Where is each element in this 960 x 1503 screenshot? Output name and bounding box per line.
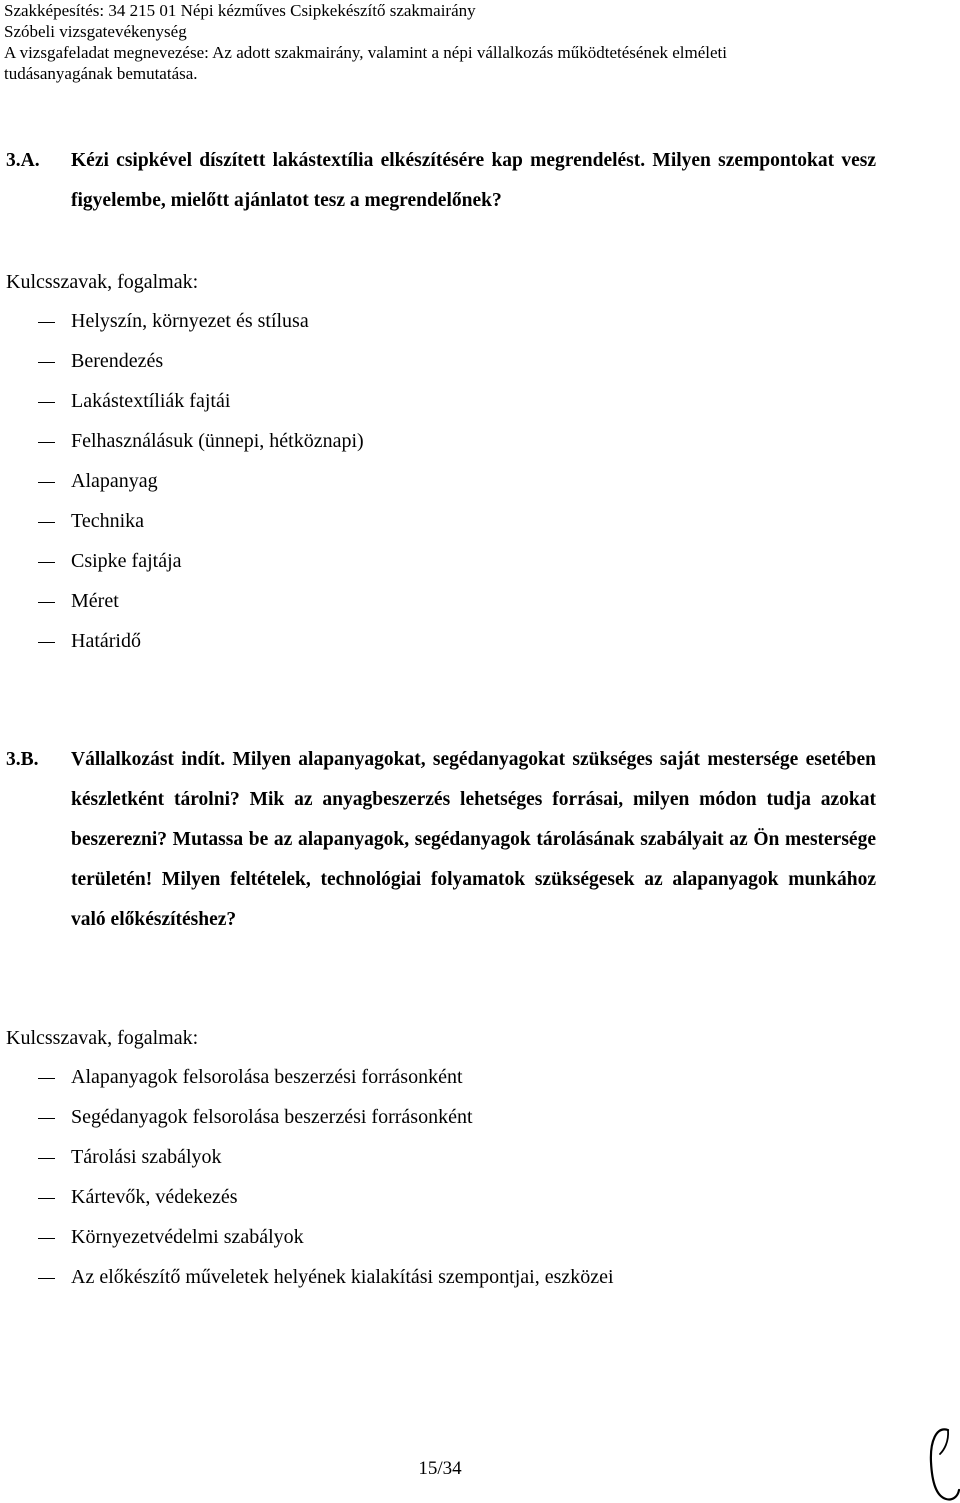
section-b-keyword-label: Alapanyagok felsorolása beszerzési forrásonként [71,1066,463,1088]
section-b-keyword-label: Segédanyagok felsorolása beszerzési forrásonként [71,1106,473,1128]
keywords-title-3b: Kulcsszavak, fogalmak: [6,1027,199,1049]
question-3a [6,141,876,221]
dash-bullet [38,322,55,323]
dash-bullet [38,1078,55,1079]
section-a-keyword-label: Alapanyag [71,470,158,492]
dash-bullet [38,1238,55,1239]
section-a-keyword-label: Csipke fajtája [71,550,182,572]
dash-bullet [38,442,55,443]
dash-bullet [38,562,55,563]
section-b-keyword-label: Tárolási szabályok [71,1146,222,1168]
dash-bullet [38,1278,55,1279]
dash-bullet [38,602,55,603]
section-a-keyword-label: Felhasználásuk (ünnepi, hétköznapi) [71,430,364,452]
dash-bullet [38,402,55,403]
dash-bullet [38,482,55,483]
header-task-title: A vizsgafeladat megnevezése: Az adott szakmairány, valamint a népi vállalkozás működtetésének elméleti [4,43,728,62]
header-task-title-cont: tudásanyagának bemutatása. [4,64,198,83]
question-3a-text: Kézi csipkével díszített lakástextília elkészítésére kap megrendelést. Milyen szempontokat vesz figyelembe, mielőtt ajánlatot tesz a megrendelőnek? [71,150,876,211]
section-b-keyword-label: Az előkészítő műveletek helyének kialakítási szempontjai, eszközei [71,1266,614,1288]
signature-mark [918,1420,960,1503]
section-a-keyword-label: Technika [71,510,145,532]
question-3b-text: Vállalkozást indít. Milyen alapanyagokat, segédanyagokat szükséges saját mestersége esetében készletként tárolni? Mik az anyagbeszerzés lehetséges forrásai, milyen módon tudja azokat beszerezni? Mutassa be az alapanyagok, segédanyagok tárolásának szabályait az Ön mestersége területén! Milyen feltételek, technológiai folyamatok szükségesek az alapanyagok munkához való előkészítéshez? [71,749,876,930]
question-3b [6,740,876,940]
dash-bullet [38,1198,55,1199]
dash-bullet [38,522,55,523]
section-a-keyword-label: Lakástextíliák fajtái [71,390,231,412]
keywords-title-3a: Kulcsszavak, fogalmak: [6,271,199,293]
section-b-keyword-label: Környezetvédelmi szabályok [71,1226,304,1248]
section-a-keyword-label: Helyszín, környezet és stílusa [71,310,309,332]
dash-bullet [38,1118,55,1119]
section-a-keyword-label: Határidő [71,630,141,652]
dash-bullet [38,642,55,643]
question-3a-number: 3.A. [6,150,40,171]
document-header [4,0,954,84]
section-a-keyword-label: Méret [71,590,119,612]
dash-bullet [38,1158,55,1159]
header-exam-type: Szóbeli vizsgatevékenység [4,22,187,41]
section-b-keyword-label: Kártevők, védekezés [71,1186,238,1208]
page-number: 15/34 [418,1458,462,1479]
question-3b-number: 3.B. [6,749,39,770]
section-a-keyword-label: Berendezés [71,350,164,372]
header-qualification: Szakképesítés: 34 215 01 Népi kézműves Csipkekészítő szakmairány [4,1,476,20]
dash-bullet [38,362,55,363]
